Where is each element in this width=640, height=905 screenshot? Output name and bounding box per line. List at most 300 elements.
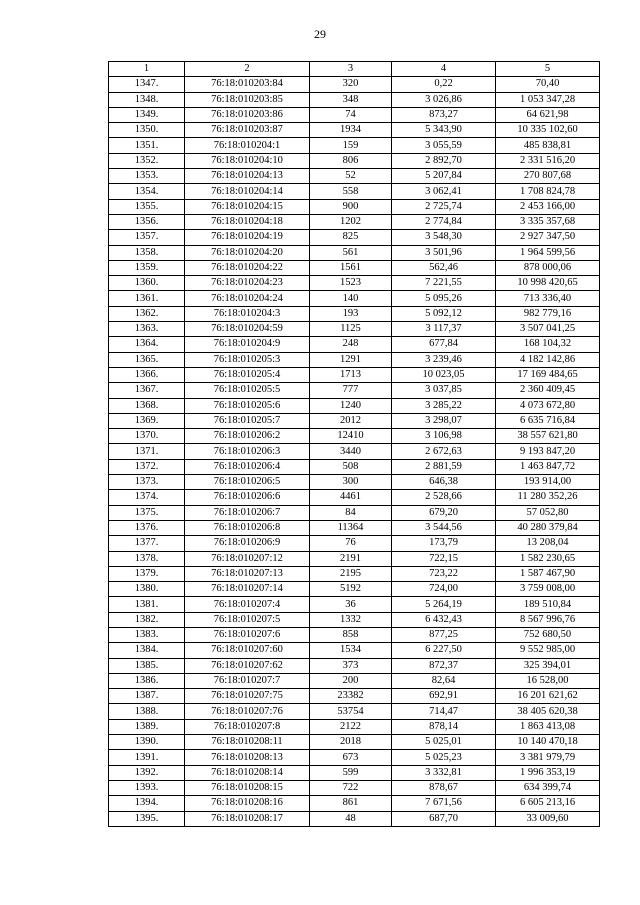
table-cell: 76:18:010203:84 [185,77,310,92]
table-row [109,230,600,245]
table-cell: 2195 [310,566,392,581]
table-cell: 1359. [109,260,185,275]
table-cell: 3 548,30 [392,230,496,245]
table-cell: 877,25 [392,627,496,642]
table-cell: 2 453 166,00 [496,199,600,214]
table-row [109,107,600,122]
table-cell: 878,67 [392,780,496,795]
table-cell: 13 208,04 [496,536,600,551]
table-cell: 12410 [310,429,392,444]
table-cell: 806 [310,153,392,168]
table-cell: 76:18:010204:22 [185,260,310,275]
table-cell: 3 507 041,25 [496,322,600,337]
table-cell: 189 510,84 [496,597,600,612]
table-cell: 9 193 847,20 [496,444,600,459]
table-cell: 4 073 672,80 [496,398,600,413]
table-row [109,322,600,337]
table-cell: 16 528,00 [496,673,600,688]
table-cell: 76:18:010206:7 [185,505,310,520]
table-cell: 723,22 [392,566,496,581]
table-cell: 1391. [109,750,185,765]
table-cell: 825 [310,230,392,245]
table-row [109,719,600,734]
table-cell: 878 000,06 [496,260,600,275]
table-cell: 300 [310,475,392,490]
table-row [109,643,600,658]
table-cell: 5 095,26 [392,291,496,306]
table-cell: 7 671,56 [392,796,496,811]
table-header-row [109,62,600,77]
table-row [109,77,600,92]
table-cell: 76:18:010204:13 [185,169,310,184]
table-cell: 1351. [109,138,185,153]
table-cell: 3 298,07 [392,413,496,428]
table-row [109,260,600,275]
table-cell: 1370. [109,429,185,444]
table-cell: 76:18:010205:6 [185,398,310,413]
table-cell: 1291 [310,352,392,367]
table-cell: 2122 [310,719,392,734]
table-cell: 48 [310,811,392,826]
table-cell: 11 280 352,26 [496,490,600,505]
table-cell: 200 [310,673,392,688]
table-body [109,77,600,827]
table-row [109,444,600,459]
table-cell: 3 106,98 [392,429,496,444]
table-cell: 2191 [310,551,392,566]
data-table [108,61,600,827]
table-cell: 1385. [109,658,185,673]
table-cell: 1368. [109,398,185,413]
table-cell: 3 026,86 [392,92,496,107]
table-cell: 1374. [109,490,185,505]
table-cell: 1365. [109,352,185,367]
table-cell: 3 381 979,79 [496,750,600,765]
table-cell: 1352. [109,153,185,168]
table-cell: 76:18:010205:5 [185,383,310,398]
table-row [109,612,600,627]
table-cell: 76:18:010204:3 [185,306,310,321]
table-row [109,475,600,490]
table-cell: 82,64 [392,673,496,688]
table-row [109,490,600,505]
table-cell: 33 009,60 [496,811,600,826]
table-cell: 76:18:010207:12 [185,551,310,566]
table-cell: 1349. [109,107,185,122]
table-cell: 52 [310,169,392,184]
table-cell: 2 774,84 [392,214,496,229]
table-cell: 1 964 599,56 [496,245,600,260]
table-cell: 76:18:010207:13 [185,566,310,581]
table-cell: 3 062,41 [392,184,496,199]
table-cell: 900 [310,199,392,214]
table-cell: 1 053 347,28 [496,92,600,107]
table-cell: 558 [310,184,392,199]
table-cell: 76:18:010204:24 [185,291,310,306]
table-row [109,505,600,520]
table-cell: 1366. [109,367,185,382]
table-cell: 76:18:010203:85 [185,92,310,107]
column-header: 3 [310,62,392,77]
table-cell: 1379. [109,566,185,581]
table-cell: 1 582 230,65 [496,551,600,566]
table-cell: 1125 [310,322,392,337]
table-cell: 1523 [310,276,392,291]
table-cell: 1347. [109,77,185,92]
table-cell: 599 [310,765,392,780]
table-cell: 1 863 413,08 [496,719,600,734]
table-cell: 2 360 409,45 [496,383,600,398]
table-cell: 76:18:010207:4 [185,597,310,612]
table-row [109,704,600,719]
table-cell: 1376. [109,520,185,535]
table-row [109,138,600,153]
table-cell: 1934 [310,123,392,138]
table-cell: 325 394,01 [496,658,600,673]
table-cell: 2 672,63 [392,444,496,459]
table-cell: 858 [310,627,392,642]
table-row [109,597,600,612]
table-cell: 5 025,01 [392,735,496,750]
table-cell: 673 [310,750,392,765]
table-cell: 76:18:010204:23 [185,276,310,291]
table-cell: 5192 [310,582,392,597]
table-row [109,276,600,291]
table-cell: 9 552 985,00 [496,643,600,658]
table-cell: 76:18:010207:75 [185,689,310,704]
table-cell: 1348. [109,92,185,107]
table-cell: 76:18:010204:20 [185,245,310,260]
table-row [109,337,600,352]
table-cell: 722,15 [392,551,496,566]
table-row [109,796,600,811]
table-cell: 17 169 484,65 [496,367,600,382]
table-cell: 982 779,16 [496,306,600,321]
table-row [109,199,600,214]
table-cell: 23382 [310,689,392,704]
table-cell: 1358. [109,245,185,260]
table-cell: 76:18:010206:2 [185,429,310,444]
table-cell: 679,20 [392,505,496,520]
table-row [109,413,600,428]
table-cell: 1355. [109,199,185,214]
table-cell: 270 807,68 [496,169,600,184]
table-cell: 76:18:010208:13 [185,750,310,765]
table-cell: 1371. [109,444,185,459]
table-cell: 76:18:010206:5 [185,475,310,490]
table-cell: 1332 [310,612,392,627]
table-cell: 76:18:010207:7 [185,673,310,688]
table-cell: 1386. [109,673,185,688]
table-row [109,551,600,566]
table-cell: 76:18:010205:4 [185,367,310,382]
table-cell: 1384. [109,643,185,658]
table-cell: 5 264,19 [392,597,496,612]
table-cell: 722 [310,780,392,795]
table-cell: 3 501,96 [392,245,496,260]
table-cell: 76:18:010203:86 [185,107,310,122]
table-cell: 5 343,90 [392,123,496,138]
table-cell: 1377. [109,536,185,551]
table-row [109,459,600,474]
table-cell: 76:18:010206:3 [185,444,310,459]
table-cell: 76:18:010207:60 [185,643,310,658]
table-cell: 1388. [109,704,185,719]
table-cell: 248 [310,337,392,352]
table-cell: 38 405 620,38 [496,704,600,719]
table-cell: 3 332,81 [392,765,496,780]
table-row [109,811,600,826]
table-cell: 1369. [109,413,185,428]
table-cell: 5 207,84 [392,169,496,184]
table-cell: 1363. [109,322,185,337]
table-cell: 320 [310,77,392,92]
table-cell: 76:18:010204:1 [185,138,310,153]
table-cell: 692,91 [392,689,496,704]
table-cell: 562,46 [392,260,496,275]
table-cell: 1202 [310,214,392,229]
table-cell: 634 399,74 [496,780,600,795]
table-row [109,352,600,367]
table-cell: 76:18:010205:7 [185,413,310,428]
table-cell: 40 280 379,84 [496,520,600,535]
table-row [109,383,600,398]
table-cell: 3 285,22 [392,398,496,413]
table-cell: 646,38 [392,475,496,490]
column-header: 5 [496,62,600,77]
table-cell: 872,37 [392,658,496,673]
table-cell: 5 025,23 [392,750,496,765]
table-cell: 76:18:010206:8 [185,520,310,535]
table-cell: 1 587 467,90 [496,566,600,581]
table-cell: 2012 [310,413,392,428]
table-cell: 76:18:010207:5 [185,612,310,627]
table-cell: 1561 [310,260,392,275]
table-row [109,306,600,321]
table-row [109,398,600,413]
table-cell: 53754 [310,704,392,719]
table-cell: 16 201 621,62 [496,689,600,704]
table-cell: 76:18:010204:15 [185,199,310,214]
table-cell: 76:18:010207:76 [185,704,310,719]
table-row [109,765,600,780]
table-row [109,245,600,260]
table-cell: 76:18:010206:9 [185,536,310,551]
table-cell: 76:18:010204:19 [185,230,310,245]
table-cell: 3440 [310,444,392,459]
table-cell: 1362. [109,306,185,321]
table-row [109,627,600,642]
table-row [109,214,600,229]
table-cell: 1 996 353,19 [496,765,600,780]
table-cell: 777 [310,383,392,398]
table-row [109,780,600,795]
table-cell: 76:18:010204:9 [185,337,310,352]
table-row [109,92,600,107]
table-cell: 76:18:010206:4 [185,459,310,474]
table-cell: 159 [310,138,392,153]
table-cell: 1375. [109,505,185,520]
table-cell: 1378. [109,551,185,566]
table-cell: 8 567 996,76 [496,612,600,627]
table-cell: 76:18:010207:14 [185,582,310,597]
table-cell: 76:18:010208:11 [185,735,310,750]
table-cell: 10 998 420,65 [496,276,600,291]
table-cell: 76:18:010204:14 [185,184,310,199]
table-row [109,750,600,765]
table-cell: 1380. [109,582,185,597]
table-cell: 687,70 [392,811,496,826]
table-cell: 4461 [310,490,392,505]
table-cell: 713 336,40 [496,291,600,306]
table-cell: 1382. [109,612,185,627]
table-row [109,536,600,551]
table-row [109,169,600,184]
table-cell: 1361. [109,291,185,306]
table-cell: 76:18:010208:16 [185,796,310,811]
table-cell: 3 055,59 [392,138,496,153]
table-cell: 3 037,85 [392,383,496,398]
table-cell: 1389. [109,719,185,734]
table-cell: 873,27 [392,107,496,122]
table-cell: 74 [310,107,392,122]
table-cell: 11364 [310,520,392,535]
table-cell: 561 [310,245,392,260]
table-cell: 1395. [109,811,185,826]
table-cell: 1 708 824,78 [496,184,600,199]
table-cell: 1392. [109,765,185,780]
table-cell: 6 605 213,16 [496,796,600,811]
table-cell: 1360. [109,276,185,291]
table-cell: 3 759 008,00 [496,582,600,597]
table-row [109,566,600,581]
table-cell: 76:18:010205:3 [185,352,310,367]
table-cell: 3 544,56 [392,520,496,535]
table-cell: 1354. [109,184,185,199]
table-cell: 10 140 470,18 [496,735,600,750]
table-cell: 1372. [109,459,185,474]
table-cell: 878,14 [392,719,496,734]
table-cell: 1 463 847,72 [496,459,600,474]
table-cell: 76:18:010208:17 [185,811,310,826]
table-cell: 70,40 [496,77,600,92]
table-cell: 76:18:010204:18 [185,214,310,229]
table-row [109,153,600,168]
table-cell: 1350. [109,123,185,138]
table-cell: 348 [310,92,392,107]
table-cell: 76:18:010207:6 [185,627,310,642]
table-cell: 10 335 102,60 [496,123,600,138]
table-cell: 724,00 [392,582,496,597]
table-row [109,658,600,673]
table-cell: 173,79 [392,536,496,551]
table-cell: 1390. [109,735,185,750]
table-row [109,673,600,688]
table-cell: 2 892,70 [392,153,496,168]
table-cell: 7 221,55 [392,276,496,291]
table-row [109,735,600,750]
table-cell: 193 [310,306,392,321]
table-cell: 2018 [310,735,392,750]
table-cell: 752 680,50 [496,627,600,642]
table-cell: 3 117,37 [392,322,496,337]
table-cell: 2 881,59 [392,459,496,474]
table-cell: 168 104,32 [496,337,600,352]
table-cell: 1367. [109,383,185,398]
table-cell: 193 914,00 [496,475,600,490]
table-cell: 1357. [109,230,185,245]
table-cell: 1713 [310,367,392,382]
table-cell: 861 [310,796,392,811]
table-cell: 714,47 [392,704,496,719]
table-row [109,429,600,444]
table-cell: 1364. [109,337,185,352]
column-header: 4 [392,62,496,77]
table-cell: 76 [310,536,392,551]
table-row [109,582,600,597]
table-cell: 84 [310,505,392,520]
table-cell: 1383. [109,627,185,642]
table-cell: 373 [310,658,392,673]
table-cell: 2 331 516,20 [496,153,600,168]
table-cell: 1353. [109,169,185,184]
table-cell: 485 838,81 [496,138,600,153]
table-cell: 6 432,43 [392,612,496,627]
table-cell: 2 725,74 [392,199,496,214]
table-row [109,520,600,535]
table-cell: 64 621,98 [496,107,600,122]
table-cell: 10 023,05 [392,367,496,382]
table-cell: 4 182 142,86 [496,352,600,367]
table-cell: 76:18:010208:15 [185,780,310,795]
table-cell: 1240 [310,398,392,413]
table-cell: 76:18:010208:14 [185,765,310,780]
table-cell: 1381. [109,597,185,612]
table-row [109,367,600,382]
table-row [109,689,600,704]
table-cell: 38 557 621,80 [496,429,600,444]
column-header: 2 [185,62,310,77]
table-cell: 5 092,12 [392,306,496,321]
table-cell: 6 227,50 [392,643,496,658]
table-cell: 677,84 [392,337,496,352]
table-cell: 3 239,46 [392,352,496,367]
table-cell: 6 635 716,84 [496,413,600,428]
table-cell: 76:18:010206:6 [185,490,310,505]
table-row [109,123,600,138]
table-cell: 508 [310,459,392,474]
table-cell: 76:18:010207:62 [185,658,310,673]
page-number: 29 [314,27,326,41]
table-cell: 1394. [109,796,185,811]
table-cell: 2 927 347,50 [496,230,600,245]
table-cell: 36 [310,597,392,612]
table-cell: 1356. [109,214,185,229]
table-cell: 2 528,66 [392,490,496,505]
column-header: 1 [109,62,185,77]
table-cell: 76:18:010207:8 [185,719,310,734]
table-cell: 76:18:010203:87 [185,123,310,138]
table-cell: 57 052,80 [496,505,600,520]
table-cell: 140 [310,291,392,306]
table-row [109,184,600,199]
table-cell: 1393. [109,780,185,795]
table-row [109,291,600,306]
table-cell: 1387. [109,689,185,704]
table-cell: 76:18:010204:10 [185,153,310,168]
table-cell: 76:18:010204:59 [185,322,310,337]
table-cell: 1534 [310,643,392,658]
